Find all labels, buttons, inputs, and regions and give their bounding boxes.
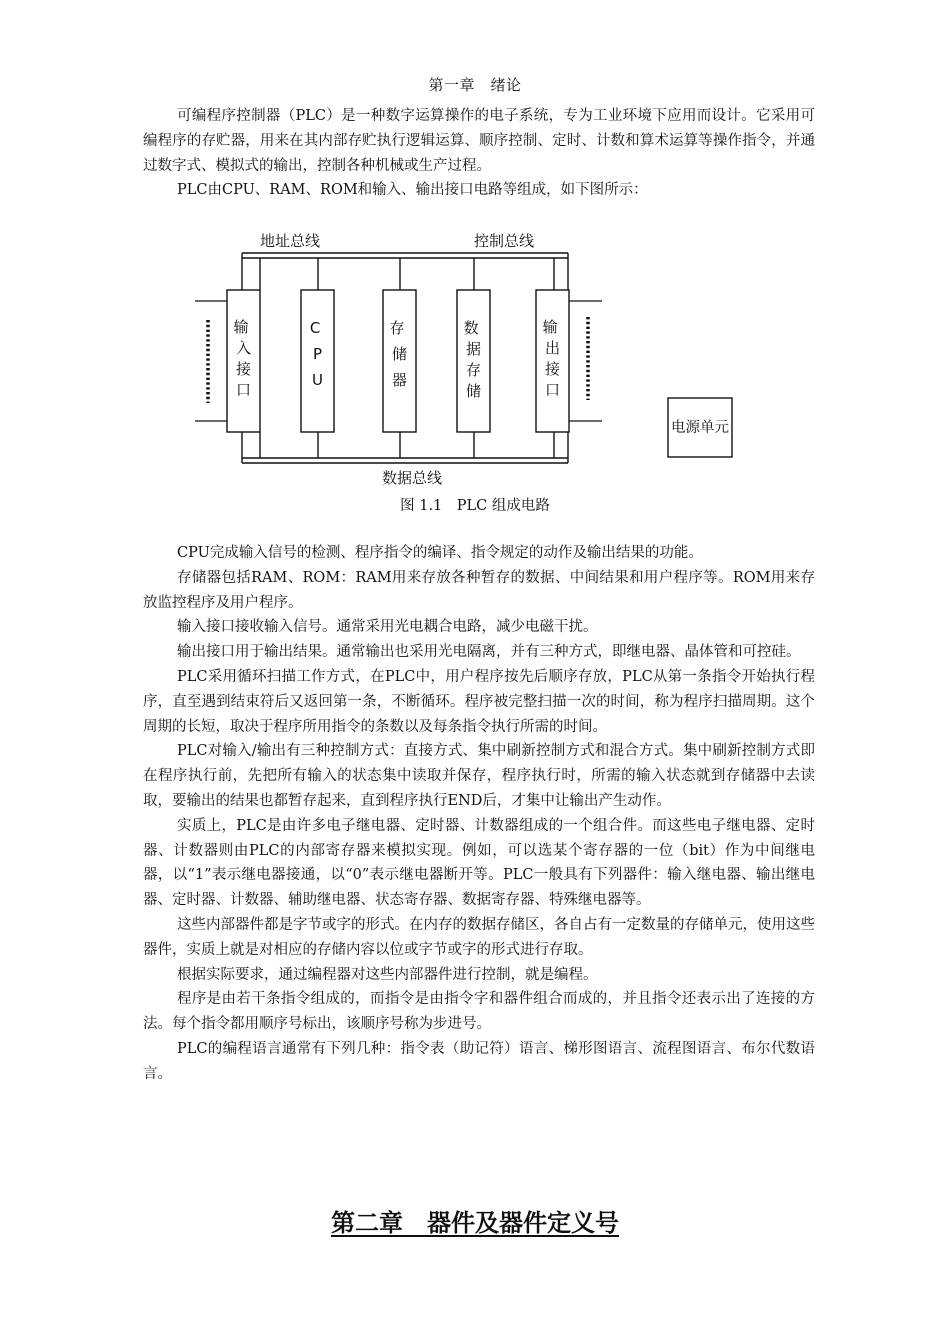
paragraph: 存储器包括RAM、ROM：RAM用来存放各种暂存的数据、中间结果和用户程序等。ROM用来存放监控程序及用户程序。: [143, 569, 815, 611]
paragraph: PLC采用循环扫描工作方式，在PLC中，用户程序按先后顺序存放，PLC从第一条指令开始执行程序，直至遇到结束符后又返回第一条，不断循环。程序被完整扫描一次的时间，称为程序扫描周期。这个周期的长短，取决于程序所用指令的条数以及每条指令执行所需的时间。: [143, 668, 815, 735]
paragraph: 这些内部器件都是字节或字的形式。在内存的数据存储区，各自占有一定数量的存储单元，使用这些器件，实质上就是对相应的存储内容以位或字节或字的形式进行存取。: [143, 916, 815, 958]
chapter2-title: [0, 1203, 950, 1238]
paragraph: 根据实际要求，通过编程器对这些内部器件进行控制，就是编程。: [177, 966, 598, 983]
paragraph: PLC的编程语言通常有下列几种：指令表（助记符）语言、梯形图语言、流程图语言、布尔代数语言。: [143, 1040, 815, 1082]
paragraph: 输入接口接收输入信号。通常采用光电耦合电路，减少电磁干扰。: [177, 619, 598, 636]
data-storage-label: 数 据存储: [463, 319, 482, 400]
intro-paragraph-1: 可编程序控制器（PLC）是一种数字运算操作的电子系统，专为工业环境下应用而设计。它采用可编程序的存贮器，用来在其内部存贮执行逻辑运算、顺序控制、定时、计数和算术运算等操作指令，并通过数字式、模拟式的输出，控制各种机械或生产过程。: [143, 108, 815, 174]
chapter2-title-text: 第二章 器件及器件定义号: [331, 1209, 619, 1237]
paragraph: 实质上，PLC是由许多电子继电器、定时器、计数器组成的一个组合件。而这些电子继电器、定时器、计数器则由PLC的内部寄存器来模拟实现。例如，可以选某个寄存器的一位（bit）作为中间继电器，以“1”表示继电器接通，以“0”表示继电器断开等。PLC一般具有下列器件：输入继电器、输出继电器、定时器、计数器、辅助继电器、状态寄存器、数据寄存器、特殊继电器等。: [143, 817, 815, 909]
power-unit-label: 电源单元: [671, 420, 729, 436]
paragraph: 输出接口用于输出结果。通常输出也采用光电隔离，并有三种方式，即继电器、晶体管和可控硅。: [177, 644, 801, 661]
output-interface-label: 输 出接口: [542, 318, 561, 399]
figure-caption: 图 1.1 PLC 组成电路: [400, 498, 550, 514]
top-connectors: [260, 258, 554, 290]
cpu-label: C P U: [309, 319, 323, 389]
paragraph: 程序是由若干条指令组成的，而指令是由指令字和器件组合而成的，并且指令还表示出了连接的方法。每个指令都用顺序号标出，该顺序号称为步进号。: [143, 991, 815, 1033]
memory-label: 存 储器: [389, 319, 408, 389]
intro-section: [143, 104, 815, 203]
control-bus-label: 控制总线: [473, 232, 535, 250]
input-interface-label: 输 入接口: [233, 318, 252, 399]
chapter1-title: 第一章 绪论: [428, 76, 522, 94]
paragraph: PLC对输入/输出有三种控制方式：直接方式、集中刷新控制方式和混合方式。集中刷新控制方式即在程序执行前，先把所有输入的状态集中读取并保存，程序执行时，所需的输入状态就到存储器中去读取，要输出的结果也都暂存起来，直到程序执行END后，才集中让输出产生动作。: [143, 743, 815, 809]
paragraph: CPU完成输入信号的检测、程序指令的编译、指令规定的动作及输出结果的功能。: [177, 545, 703, 561]
data-bus-label: 数据总线: [381, 469, 443, 487]
plc-diagram: [190, 225, 750, 490]
bottom-connectors: [260, 432, 554, 458]
body-section: [143, 541, 815, 1087]
intro-paragraph-2: PLC由CPU、RAM、ROM和输入、输出接口电路等组成，如下图所示：: [177, 182, 648, 199]
address-bus-label: 地址总线: [259, 232, 321, 250]
